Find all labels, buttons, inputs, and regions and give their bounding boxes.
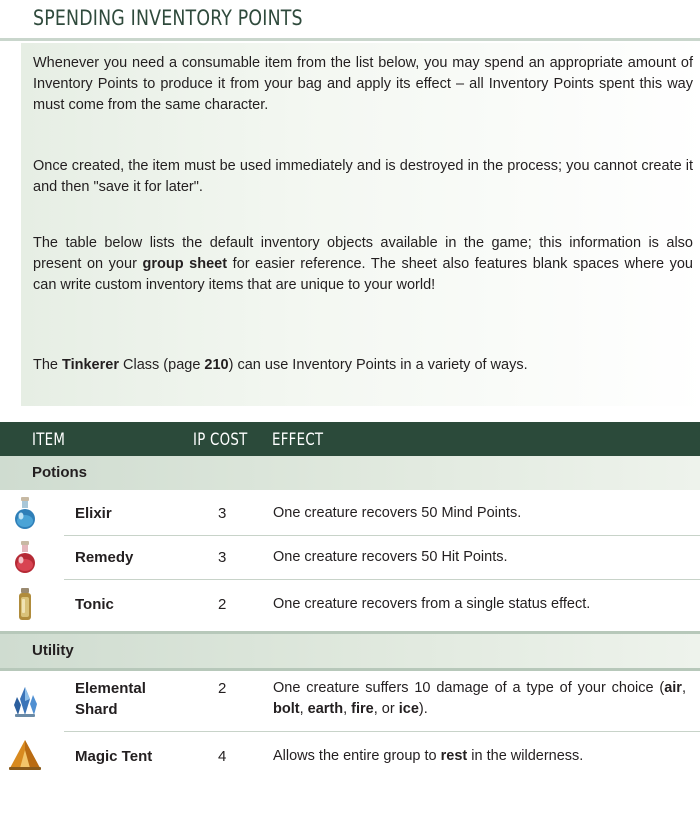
item-effect: One creature recovers from a single status effect. [273,596,591,612]
item-effect [273,678,686,720]
paragraph-text: The [33,357,63,373]
paragraph-text: ) can use Inventory Points in a variety of ways. [228,357,528,373]
tinkerer-term: Tinkerer [62,357,119,373]
rest-term: rest [440,748,468,764]
page-reference: 210 [204,357,229,373]
tonic-bottle-icon [10,587,40,621]
effect-text: Allows the entire group to [273,748,441,764]
paragraph-table-intro [21,223,700,351]
red-potion-icon [10,540,40,574]
group-sheet-term: group sheet [142,256,228,272]
item-effect: One creature recovers 50 Hit Points. [273,549,508,565]
damage-type-ice: ice [398,701,419,717]
table-row-magic-tent [0,732,700,782]
item-name-line: Elemental [75,680,146,697]
table-row-elemental-shard [0,671,700,729]
paragraph-text: Class (page [118,357,205,373]
effect-text: , or [373,701,399,717]
header-ip-cost: IP COST [193,430,248,449]
effect-text: , [681,680,686,696]
paragraph-spending [21,43,700,152]
effect-text: , [343,701,352,717]
inventory-table-header [0,422,700,456]
damage-type-air: air [664,680,682,696]
item-name-line: Shard [75,701,118,718]
damage-type-fire: fire [351,701,374,717]
item-name: Magic Tent [75,748,153,765]
item-name: Remedy [75,549,134,566]
table-row-tonic [0,580,700,630]
group-label: Potions [32,464,87,481]
effect-text: ). [418,701,428,717]
item-cost: 2 [218,596,227,613]
item-cost: 3 [218,505,227,522]
section-title: SPENDING INVENTORY POINTS [33,6,303,30]
paragraph-text: Whenever you need a consumable item from the list below, you may spend an appropriate amount of Inventory Points to produce it from your bag and apply its effect – all Inventory Points spent this way must come from the same character. [33,55,693,113]
effect-text: One creature suffers 10 damage of a type of your choice ( [273,680,665,696]
header-item: ITEM [32,430,66,449]
group-potions [0,456,700,490]
group-label: Utility [32,642,74,659]
item-effect: One creature recovers 50 Mind Points. [273,505,522,521]
effect-text: , [299,701,308,717]
paragraph-text: Once created, the item must be used immediately and is destroyed in the process; you cannot create it and then "save it for later". [33,158,693,195]
group-utility [0,634,700,668]
item-cost: 2 [218,680,227,697]
paragraph-usage [21,146,700,229]
blue-potion-icon [10,496,40,530]
title-divider [0,38,700,41]
table-row-elixir [0,492,700,535]
paragraph-text: The table below lists the default inventory objects available in the game; this information is also present on your [33,235,693,272]
damage-type-earth: earth [307,701,344,717]
tent-icon [8,738,42,772]
item-name: Tonic [75,596,114,613]
item-cost: 4 [218,748,227,765]
header-effect: EFFECT [272,430,324,449]
item-name: Elixir [75,505,112,522]
table-row-remedy [0,536,700,579]
damage-type-bolt: bolt [273,701,300,717]
item-cost: 3 [218,549,227,566]
crystal-shard-icon [10,685,40,719]
effect-text: in the wilderness. [467,748,584,764]
paragraph-text: for easier reference. The sheet also features blank spaces where you can write custom inventory items that are unique to your world! [33,256,693,293]
item-name [75,678,146,720]
paragraph-tinkerer [21,345,700,406]
item-effect [273,746,686,767]
